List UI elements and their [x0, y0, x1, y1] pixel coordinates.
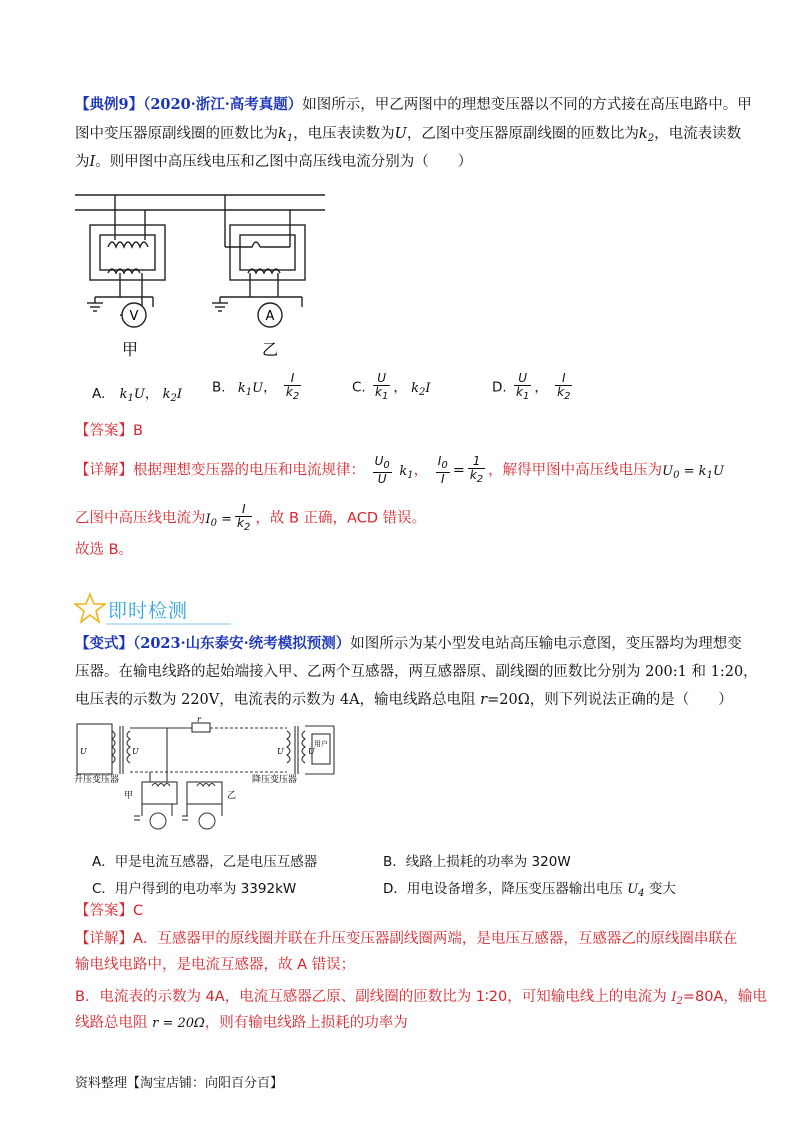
q2-detail-line4: 线路总电阻 r = 20Ω，则有输电线路上损耗的功率为 — [75, 1015, 408, 1031]
ammeter-icon — [199, 813, 215, 829]
q2-option-c[interactable]: C．用户得到的电功率为 3392kW — [92, 881, 297, 897]
q1-line2 — [75, 123, 741, 150]
q1-option-c[interactable]: C. $\frac{U}{k_1}$ ， $k_2I$ — [352, 371, 431, 402]
q1-line3 — [75, 151, 472, 173]
section-title: 即时检测 — [108, 600, 189, 622]
k2-symbol: $k_2$ — [638, 126, 655, 144]
q1-option-b[interactable]: B. $k_1U$， $\frac{I}{k_2}$ — [212, 371, 300, 402]
fig2-u3: U — [277, 747, 284, 756]
q1-text2b: ，电压表读数为 — [293, 126, 395, 142]
q1-text2d: ，电流表读数 — [654, 126, 742, 142]
fig2-u1: U — [80, 747, 87, 756]
fig2-resistor-label: r — [197, 716, 201, 724]
q1-answer: 【答案】B — [75, 423, 143, 439]
star-icon — [74, 592, 106, 624]
q1-option-d[interactable]: D. $\frac{U}{k_1}$ ， $\frac{I}{k_2}$ — [492, 371, 571, 402]
q2-detail-line3: B．电流表的示数为 4A，电流互感器乙原、副线圈的匝数比为 1∶20，可知输电线上的电流为 $I_2=80A$，输电 — [75, 989, 767, 1007]
q2-detail-line2: 输电线电路中，是电流互感器，故 A 错误； — [75, 957, 356, 973]
k1-symbol: $k_1$ — [278, 126, 294, 144]
meter-a-label: A — [265, 309, 275, 324]
q1-figure — [70, 185, 340, 360]
q1-text1: 如图所示，甲乙两图中的理想变压器以不同的方式接在高压电路中。甲 — [302, 97, 752, 113]
fig2-yi: 乙 — [227, 791, 237, 801]
q2-line2: 压器。在输电线路的起始端接入甲、乙两个互感器，两互感器原、副线圈的匝数比分别为 200:1 和 1:20， — [75, 664, 758, 680]
q2-answer: 【答案】C — [75, 903, 144, 919]
q2-tag: 【变式】 — [75, 635, 133, 652]
q1-tag: 【典例9】 — [75, 96, 144, 113]
q1-conclusion: 故选 B。 — [75, 542, 134, 558]
fig2-u4: U — [308, 747, 315, 756]
i-symbol: I — [89, 154, 96, 170]
fig2-u2: U — [132, 747, 139, 756]
q1-option-a[interactable]: A. $k_1U$， $k_2I$ — [92, 386, 183, 404]
q1-text2c: ，乙图中变压器原副线圈的匝数比为 — [406, 126, 639, 142]
q1-detail-line2: 乙图中高压线电流为$I_0$ = $\frac{I}{k_2}$ ，故 B 正确，ACD 错误。 — [75, 502, 427, 533]
q1-source: （2020·浙江·高考真题） — [143, 96, 303, 113]
fig-label-jia: 甲 — [121, 340, 139, 359]
section-underline — [106, 623, 231, 625]
q2-figure — [72, 716, 342, 834]
q1-text3a: 为 — [75, 154, 90, 170]
voltmeter-icon — [150, 813, 166, 829]
footer-text: 资料整理【淘宝店铺：向阳百分百】 — [75, 1076, 284, 1091]
fig2-step-down: 降压变压器 — [252, 775, 298, 785]
fig-label-yi: 乙 — [261, 340, 279, 359]
q2-line1: 【变式】（2023·山东泰安·统考模拟预测）如图所示为某小型发电站高压输电示意图，变压器均为理想变 — [75, 635, 742, 652]
q1-text3b: 。则甲图中高压线电压和乙图中高压线电流分别为（ ） — [95, 154, 473, 170]
q2-option-b[interactable]: B．线路上损耗的功率为 320W — [383, 854, 571, 870]
fig2-jia: 甲 — [124, 791, 134, 801]
fig2-user: 用户 — [314, 740, 328, 748]
q1-detail: 【详解】根据理想变压器的电压和电流规律： $\frac{U_0}{U}$ $k_1$， $\frac{I_0}{I}$ = $\frac{1}{k_2}$ ，解得甲图中高压线电压为$U_0 = k_1U$ — [75, 454, 724, 486]
q2-detail-line1: 【详解】A．互感器甲的原线圈并联在升压变压器副线圈两端，是电压互感器，互感器乙的原线圈串联在 — [75, 931, 738, 947]
q2-source: （2023·山东泰安·统考模拟预测） — [133, 635, 351, 652]
q1-line1 — [75, 94, 752, 116]
q1-text2a: 图中变压器原副线圈的匝数比为 — [75, 126, 278, 142]
fig2-step-up: 升压变压器 — [74, 775, 120, 785]
meter-v-label: V — [129, 309, 139, 324]
q2-option-a[interactable]: A．甲是电流互感器，乙是电压互感器 — [92, 854, 318, 870]
u-symbol: U — [394, 126, 407, 142]
q2-line3: 电压表的示数为 220V，电流表的示数为 4A，输电线路总电阻 r=20Ω，则下列说法正确的是（ ） — [75, 692, 733, 708]
q2-option-d[interactable]: D．用电设备增多，降压变压器输出电压 $U_4$ 变大 — [383, 881, 676, 899]
